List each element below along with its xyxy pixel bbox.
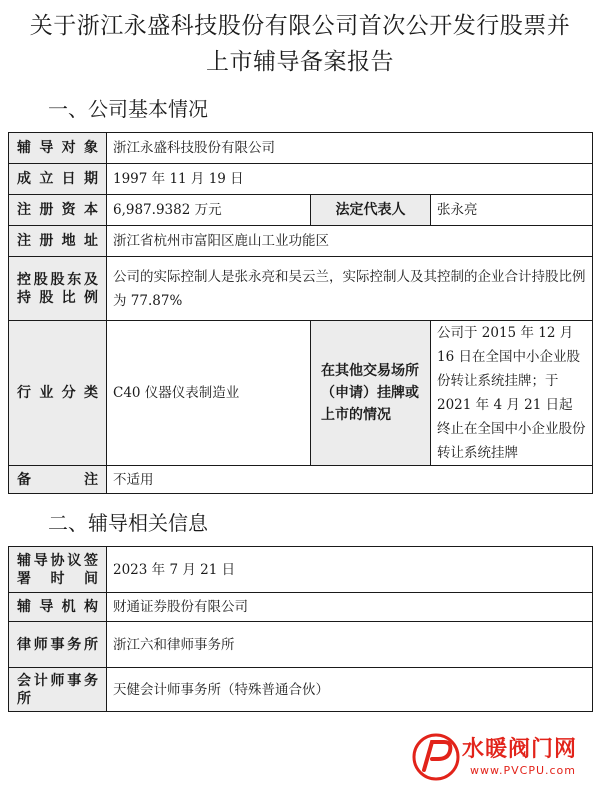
section-heading-tutoring-info: 二、辅导相关信息	[48, 511, 208, 535]
table-row	[9, 257, 593, 321]
watermark-name: 水暖阀门网	[462, 737, 578, 762]
address-label: 注册地址	[9, 226, 107, 257]
subject-value: 浙江永盛科技股份有限公司	[107, 133, 593, 164]
watermark-logo-icon	[410, 730, 462, 784]
institution-label: 辅导机构	[9, 593, 107, 622]
accounting-value: 天健会计师事务所（特殊普通合伙）	[107, 668, 593, 712]
founded-value: 1997 年 11 月 19 日	[107, 164, 593, 195]
table-row	[9, 164, 593, 195]
basic-info-table	[8, 132, 593, 494]
table-row	[9, 466, 593, 494]
industry-label: 行业分类	[9, 321, 107, 466]
capital-label: 注册资本	[9, 195, 107, 226]
table-row	[9, 195, 593, 226]
accounting-label: 会计师事务所	[9, 668, 107, 712]
title-line-1: 关于浙江永盛科技股份有限公司首次公开发行股票并	[29, 13, 571, 39]
table-row	[9, 668, 593, 712]
tutoring-info-table	[8, 546, 593, 712]
controller-label: 控股股东及持股比例	[9, 257, 107, 321]
controller-value: 公司的实际控制人是张永亮和吴云兰，实际控制人及其控制的企业合计持股比例为 77.87%	[107, 257, 593, 321]
section-heading-basic-info: 一、公司基本情况	[48, 97, 208, 121]
founded-label: 成立日期	[9, 164, 107, 195]
table-row	[9, 226, 593, 257]
table-row	[9, 321, 593, 466]
other-market-label: 在其他交易场所（申请）挂牌或上市的情况	[311, 321, 431, 466]
subject-label: 辅导对象	[9, 133, 107, 164]
law-firm-label: 律师事务所	[9, 622, 107, 668]
table-row	[9, 593, 593, 622]
table-row	[9, 547, 593, 593]
law-firm-value: 浙江六和律师事务所	[107, 622, 593, 668]
industry-value: C40 仪器仪表制造业	[107, 321, 311, 466]
remark-label: 备注	[9, 466, 107, 494]
table-row	[9, 133, 593, 164]
address-value: 浙江省杭州市富阳区鹿山工业功能区	[107, 226, 593, 257]
institution-value: 财通证券股份有限公司	[107, 593, 593, 622]
other-market-value: 公司于 2015 年 12 月 16 日在全国中小企业股份转让系统挂牌；于 2021 年 4 月 21 日起终止在全国中小企业股份转让系统挂牌	[431, 321, 593, 466]
legal-rep-value: 张永亮	[431, 195, 593, 226]
capital-value: 6,987.9382 万元	[107, 195, 311, 226]
agreement-date-value: 2023 年 7 月 21 日	[107, 547, 593, 593]
site-watermark	[410, 730, 590, 784]
title-line-2: 上市辅导备案报告	[206, 49, 394, 75]
legal-rep-label: 法定代表人	[311, 195, 431, 226]
watermark-url: www.PVCPU.com	[470, 764, 576, 777]
remark-value: 不适用	[107, 466, 593, 494]
agreement-date-label: 辅导协议签署时间	[9, 547, 107, 593]
document-title	[6, 8, 594, 80]
table-row	[9, 622, 593, 668]
